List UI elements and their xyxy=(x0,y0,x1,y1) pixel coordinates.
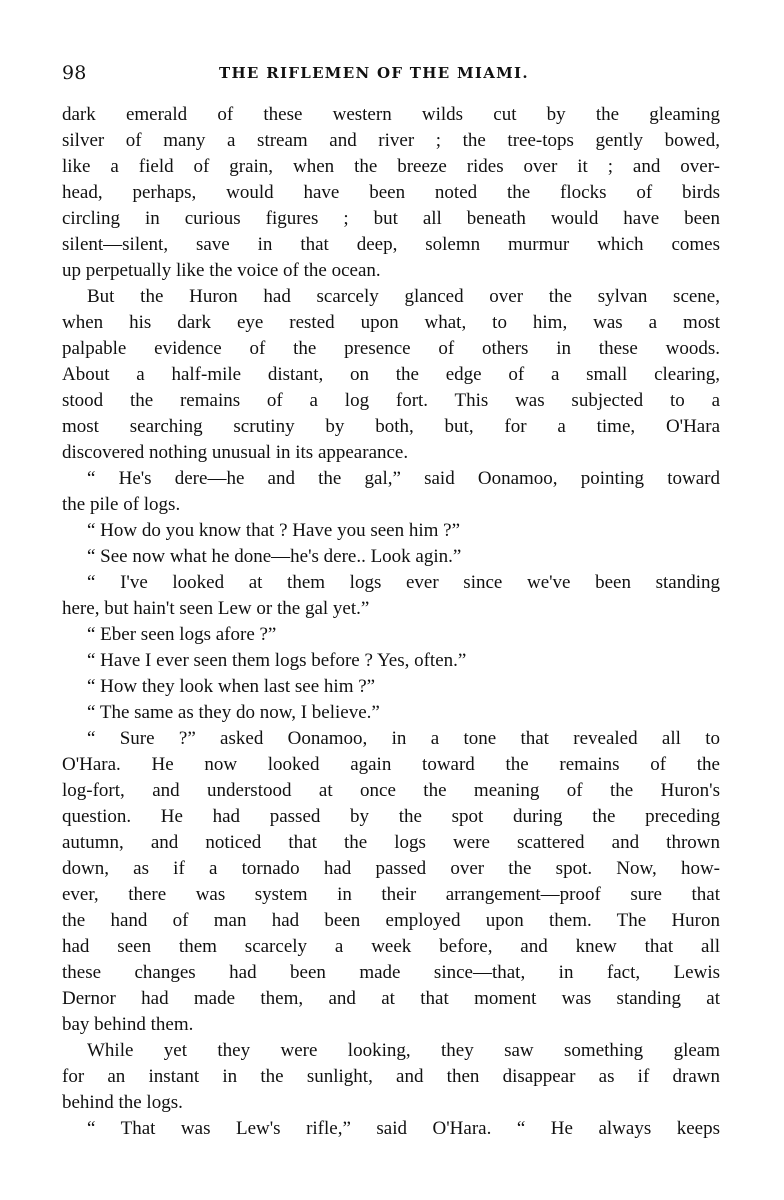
text-line: discovered nothing unusual in its appearance. xyxy=(62,442,409,463)
book-page xyxy=(62,58,720,1142)
text-line: stood the remains of a log fort. This was subjected to a xyxy=(62,390,720,411)
text-line: “ I've looked at them logs ever since we've been standing xyxy=(87,572,720,593)
text-line: About a half-mile distant, on the edge of a small clearing, xyxy=(62,364,720,385)
text-line: O'Hara. He now looked again toward the remains of the xyxy=(62,754,720,775)
text-line: dark emerald of these western wilds cut by the gleaming xyxy=(62,104,720,125)
text-line: for an instant in the sunlight, and then disappear as if drawn xyxy=(62,1066,720,1087)
text-line: head, perhaps, would have been noted the flocks of birds xyxy=(62,182,720,203)
text-line: autumn, and noticed that the logs were scattered and thrown xyxy=(62,832,720,853)
body-text xyxy=(62,102,720,1142)
text-line: While yet they were looking, they saw something gleam xyxy=(87,1040,720,1061)
text-line: But the Huron had scarcely glanced over the sylvan scene, xyxy=(87,286,720,307)
text-line: down, as if a tornado had passed over the spot. Now, how- xyxy=(62,858,720,879)
page-header xyxy=(62,58,720,90)
text-line: like a field of grain, when the breeze rides over it ; and over- xyxy=(62,156,720,177)
text-line: “ Eber seen logs afore ?” xyxy=(87,624,277,645)
text-line: the hand of man had been employed upon them. The Huron xyxy=(62,910,720,931)
text-line: ever, there was system in their arrangement—proof sure that xyxy=(62,884,720,905)
text-line: had seen them scarcely a week before, and knew that all xyxy=(62,936,720,957)
page-number: 98 xyxy=(62,62,87,84)
text-line: question. He had passed by the spot during the preceding xyxy=(62,806,720,827)
text-line: palpable evidence of the presence of others in these woods. xyxy=(62,338,720,359)
text-line: “ See now what he done—he's dere.. Look agin.” xyxy=(87,546,462,567)
text-line: circling in curious figures ; but all beneath would have been xyxy=(62,208,720,229)
text-line: these changes had been made since—that, in fact, Lewis xyxy=(62,962,720,983)
text-line: the pile of logs. xyxy=(62,494,181,515)
text-line: when his dark eye rested upon what, to him, was a most xyxy=(62,312,720,333)
text-line: “ How they look when last see him ?” xyxy=(87,676,376,697)
text-line: Dernor had made them, and at that moment was standing at xyxy=(62,988,720,1009)
text-line: “ The same as they do now, I believe.” xyxy=(87,702,380,723)
running-title: THE RIFLEMEN OF THE MIAMI. xyxy=(219,64,529,82)
text-line: up perpetually like the voice of the ocean. xyxy=(62,260,381,281)
text-line: “ He's dere—he and the gal,” said Oonamoo, pointing toward xyxy=(87,468,720,489)
text-line: “ Have I ever seen them logs before ? Yes, often.” xyxy=(87,650,467,671)
text-line: silver of many a stream and river ; the tree-tops gently bowed, xyxy=(62,130,720,151)
text-line: “ How do you know that ? Have you seen him ?” xyxy=(87,520,461,541)
text-line: “ Sure ?” asked Oonamoo, in a tone that revealed all to xyxy=(87,728,720,749)
text-line: log-fort, and understood at once the meaning of the Huron's xyxy=(62,780,720,801)
text-line: most searching scrutiny by both, but, for a time, O'Hara xyxy=(62,416,720,437)
text-line: silent—silent, save in that deep, solemn murmur which comes xyxy=(62,234,720,255)
text-line: bay behind them. xyxy=(62,1014,194,1035)
text-line: behind the logs. xyxy=(62,1092,183,1113)
text-line: here, but hain't seen Lew or the gal yet.” xyxy=(62,598,370,619)
text-line: “ That was Lew's rifle,” said O'Hara. “ He always keeps xyxy=(87,1118,720,1139)
